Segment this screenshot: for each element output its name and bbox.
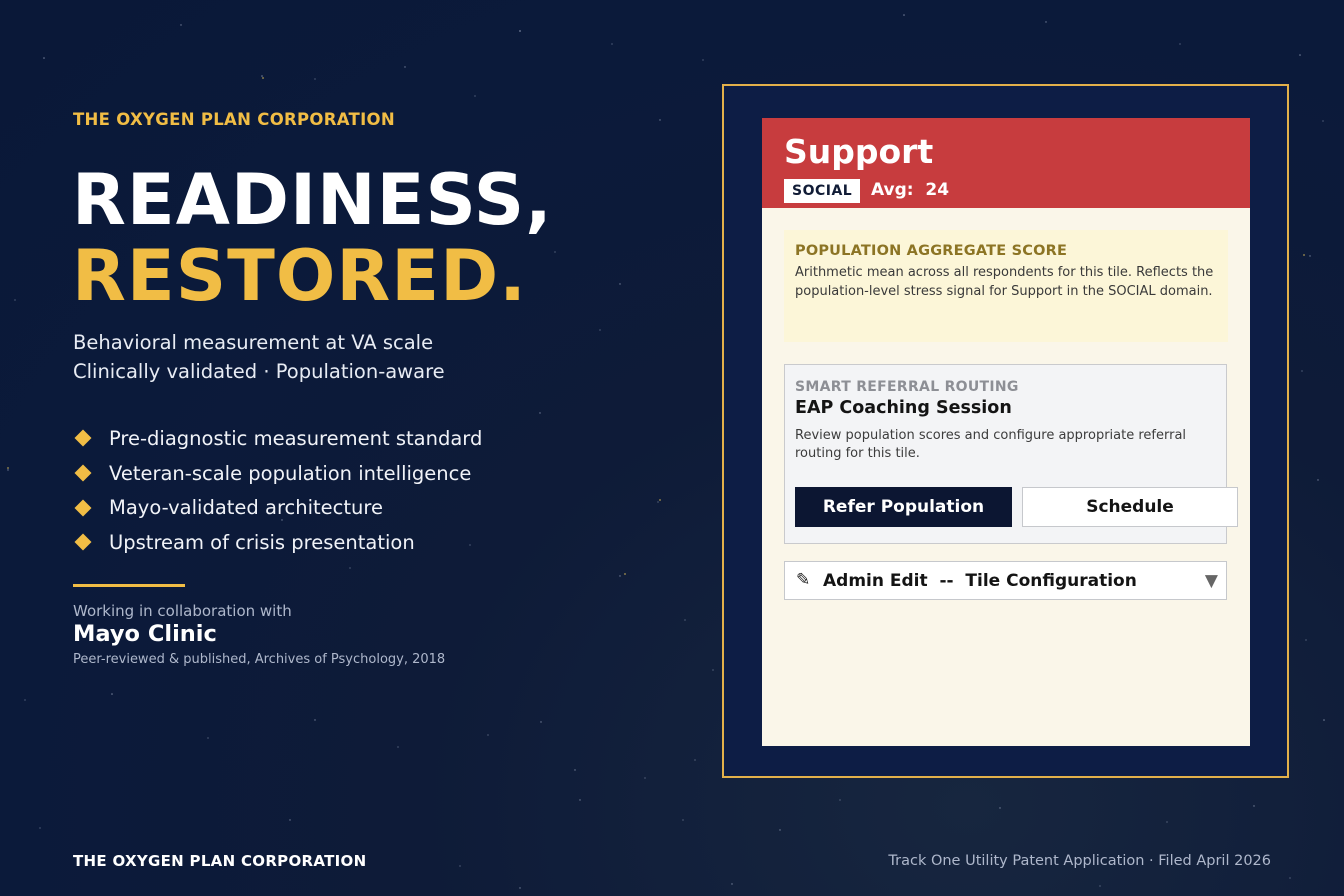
tile-header bbox=[762, 118, 1250, 208]
referral-routing-panel bbox=[784, 364, 1227, 544]
admin-edit-label: Admin Edit -- Tile Configuration bbox=[823, 571, 1137, 591]
support-tile bbox=[762, 118, 1250, 746]
feature-item bbox=[73, 490, 482, 525]
footer-brand: THE OXYGEN PLAN CORPORATION bbox=[73, 852, 367, 870]
diamond-bullet-icon bbox=[75, 534, 92, 551]
subheading-line-2: Clinically validated · Population-aware bbox=[73, 360, 445, 383]
aggregate-title: POPULATION AGGREGATE SCORE bbox=[795, 243, 1068, 259]
routing-eyebrow: SMART REFERRAL ROUTING bbox=[795, 379, 1019, 395]
subheading bbox=[73, 328, 445, 386]
tile-title: Support bbox=[784, 132, 934, 171]
domain-badge: SOCIAL bbox=[784, 179, 860, 203]
feature-item bbox=[73, 456, 482, 491]
admin-edit-dropdown[interactable] bbox=[784, 561, 1227, 600]
feature-text: Pre-diagnostic measurement standard bbox=[109, 426, 483, 450]
feature-text: Veteran-scale population intelligence bbox=[109, 461, 472, 485]
caret-down-icon: ▼ bbox=[1204, 571, 1218, 591]
hero-headline bbox=[72, 159, 553, 317]
average-score: Avg: 24 bbox=[871, 180, 950, 200]
hero-line-1: READINESS, bbox=[72, 159, 553, 241]
aggregate-score-panel bbox=[784, 230, 1228, 342]
feature-list bbox=[73, 421, 482, 560]
diamond-bullet-icon bbox=[75, 430, 92, 447]
divider bbox=[73, 584, 185, 587]
feature-text: Upstream of crisis presentation bbox=[109, 530, 415, 554]
diamond-bullet-icon bbox=[75, 465, 92, 482]
pencil-icon: ✎ bbox=[796, 570, 811, 590]
feature-item bbox=[73, 421, 482, 456]
feature-item bbox=[73, 525, 482, 560]
hero-line-2: RESTORED. bbox=[72, 235, 527, 317]
refer-population-button[interactable]: Refer Population bbox=[795, 487, 1012, 527]
collaboration-label: Working in collaboration with bbox=[73, 602, 292, 620]
aggregate-description: Arithmetic mean across all respondents for this tile. Reflects the population-level stress signal for Support in the SOCIAL domain. bbox=[795, 265, 1214, 299]
routing-description: Review population scores and configure appropriate referral routing for this tile. bbox=[795, 428, 1187, 461]
schedule-button[interactable]: Schedule bbox=[1022, 487, 1238, 527]
partner-name: Mayo Clinic bbox=[73, 621, 217, 647]
brand-eyebrow: THE OXYGEN PLAN CORPORATION bbox=[73, 110, 395, 129]
citation: Peer-reviewed & published, Archives of Psychology, 2018 bbox=[73, 652, 446, 667]
feature-text: Mayo-validated architecture bbox=[109, 496, 383, 520]
routing-title: EAP Coaching Session bbox=[795, 398, 1012, 418]
subheading-line-1: Behavioral measurement at VA scale bbox=[73, 331, 434, 354]
tile-preview-frame bbox=[722, 84, 1289, 778]
footer-patent-note: Track One Utility Patent Application · Filed April 2026 bbox=[888, 853, 1271, 869]
diamond-bullet-icon bbox=[75, 499, 92, 516]
